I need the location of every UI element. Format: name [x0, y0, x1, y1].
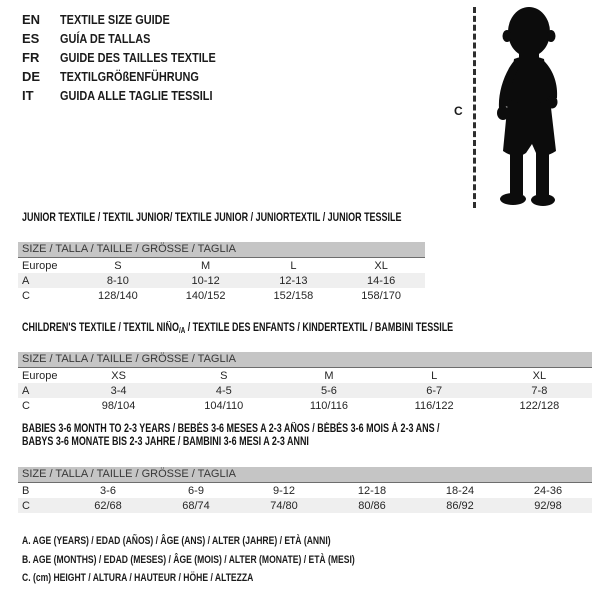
table-row — [18, 368, 592, 383]
size-value: 104/110 — [204, 399, 244, 412]
size-value: 7-8 — [487, 383, 592, 398]
size-header-bar: SIZE / TALLA / TAILLE / GRÖSSE / TAGLIA — [18, 242, 425, 258]
row-label: A — [18, 383, 66, 398]
size-value: 158/170 — [361, 289, 401, 302]
language-title: GUIDA ALLE TAGLIE TESSILI — [60, 88, 213, 103]
language-code: DE — [22, 69, 41, 84]
size-value: 6-9 — [188, 484, 204, 497]
table-row — [18, 498, 592, 513]
table-row — [18, 273, 425, 288]
size-table-section — [18, 322, 592, 413]
size-value: 110/116 — [309, 399, 349, 412]
row-label: C — [18, 498, 64, 513]
size-table-section — [18, 423, 592, 513]
language-row — [22, 29, 245, 48]
language-code: EN — [22, 12, 41, 27]
language-title: TEXTILE SIZE GUIDE — [60, 12, 170, 27]
table-row — [18, 383, 592, 398]
row-label: C — [22, 289, 30, 302]
language-title: TEXTILGRÖßENFÜHRUNG — [60, 69, 199, 84]
footnote-line: A. AGE (YEARS) / EDAD (AÑOS) / ÂGE (ANS) / ALTER (JAHRE) / ETÀ (ANNI) — [22, 535, 331, 547]
size-value: 24-36 — [533, 484, 563, 497]
footnote-line: C. (cm) HEIGHT / ALTURA / HAUTEUR / HÖHE / ALTEZZA — [22, 572, 254, 584]
size-table — [18, 368, 592, 413]
row-label: B — [22, 484, 30, 497]
size-value: 152/158 — [273, 289, 314, 302]
row-label: Europe — [22, 369, 58, 382]
height-measure-line — [473, 7, 476, 208]
size-value: 80/86 — [328, 498, 416, 513]
size-value: XL — [374, 259, 388, 272]
size-value: 5-6 — [276, 383, 381, 398]
size-value: XS — [111, 369, 126, 382]
size-value: 12-13 — [250, 273, 338, 288]
table-title-line: BABYS 3-6 MONATE BIS 2-3 JAHRE / BAMBINI 3-6 MESI A 2-3 ANNI — [22, 436, 309, 448]
size-value: 98/104 — [101, 399, 136, 412]
row-label: A — [18, 273, 74, 288]
table-title-line: JUNIOR TEXTILE / TEXTIL JUNIOR/ TEXTILE JUNIOR / JUNIORTEXTIL / JUNIOR TESSILE — [22, 212, 402, 224]
table-title — [18, 423, 592, 449]
table-row — [18, 483, 592, 498]
table-title-line: CHILDREN'S TEXTILE / TEXTIL $NIÑO_{/A}$ / TEXTILE DES ENFANTS / KINDERTEXTIL / BAMBINI TESSILE — [22, 322, 454, 335]
row-label: C — [22, 399, 30, 412]
size-value: 9-12 — [272, 484, 296, 497]
size-value: XL — [532, 369, 547, 382]
size-value: 62/68 — [64, 498, 152, 513]
size-value: 6-7 — [382, 383, 487, 398]
size-value: L — [290, 259, 297, 272]
language-title-list — [22, 10, 245, 105]
language-row — [22, 86, 245, 105]
size-value: S — [220, 369, 228, 382]
toddler-figure — [440, 0, 600, 215]
size-table — [18, 483, 592, 513]
size-table — [18, 258, 425, 303]
size-value: 4-5 — [171, 383, 276, 398]
table-title-line: BABIES 3-6 MONTH TO 2-3 YEARS / BEBÉS 3-6 MESES A 2-3 AÑOS / BÉBÉS 3-6 MOIS À 2-3 ANS / — [22, 423, 440, 435]
language-code: FR — [22, 50, 40, 65]
size-value: 92/98 — [504, 498, 592, 513]
row-label: Europe — [22, 259, 58, 272]
toddler-silhouette-icon — [486, 3, 578, 210]
size-table-section — [18, 212, 425, 303]
size-value: 10-12 — [162, 273, 250, 288]
size-header-bar: SIZE / TALLA / TAILLE / GRÖSSE / TAGLIA — [18, 467, 592, 483]
table-title — [18, 322, 592, 337]
size-value: 14-16 — [337, 273, 425, 288]
size-value: 18-24 — [445, 484, 475, 497]
footnote-legend — [22, 535, 449, 591]
footnote-line: B. AGE (MONTHS) / EDAD (MESES) / ÂGE (MOIS) / ALTER (MONATE) / ETÀ (MESI) — [22, 553, 355, 566]
size-value: 3-6 — [100, 484, 116, 497]
table-row — [18, 398, 592, 413]
size-header-bar: SIZE / TALLA / TAILLE / GRÖSSE / TAGLIA — [18, 352, 592, 368]
size-value: S — [114, 259, 122, 272]
size-value: 8-10 — [74, 273, 162, 288]
size-value: M — [324, 369, 334, 382]
size-value: 68/74 — [152, 498, 240, 513]
height-measure-label: C — [454, 104, 463, 118]
size-value: M — [201, 259, 211, 272]
table-row — [18, 288, 425, 303]
language-title: GUIDE DES TAILLES TEXTILE — [60, 50, 216, 65]
size-value: 74/80 — [240, 498, 328, 513]
table-row — [18, 258, 425, 273]
size-value: 86/92 — [416, 498, 504, 513]
size-value: 116/122 — [414, 399, 454, 412]
language-row — [22, 48, 245, 67]
size-value: 122/128 — [519, 399, 560, 412]
size-value: L — [431, 369, 438, 382]
language-row — [22, 67, 245, 86]
language-code: IT — [22, 88, 34, 103]
size-value: 12-18 — [357, 484, 387, 497]
size-value: 140/152 — [185, 289, 226, 302]
size-value: 3-4 — [66, 383, 171, 398]
language-code: ES — [22, 31, 40, 46]
table-title — [18, 212, 425, 225]
size-value: 128/140 — [97, 289, 138, 302]
language-title: GUÍA DE TALLAS — [60, 31, 151, 46]
language-row — [22, 10, 245, 29]
